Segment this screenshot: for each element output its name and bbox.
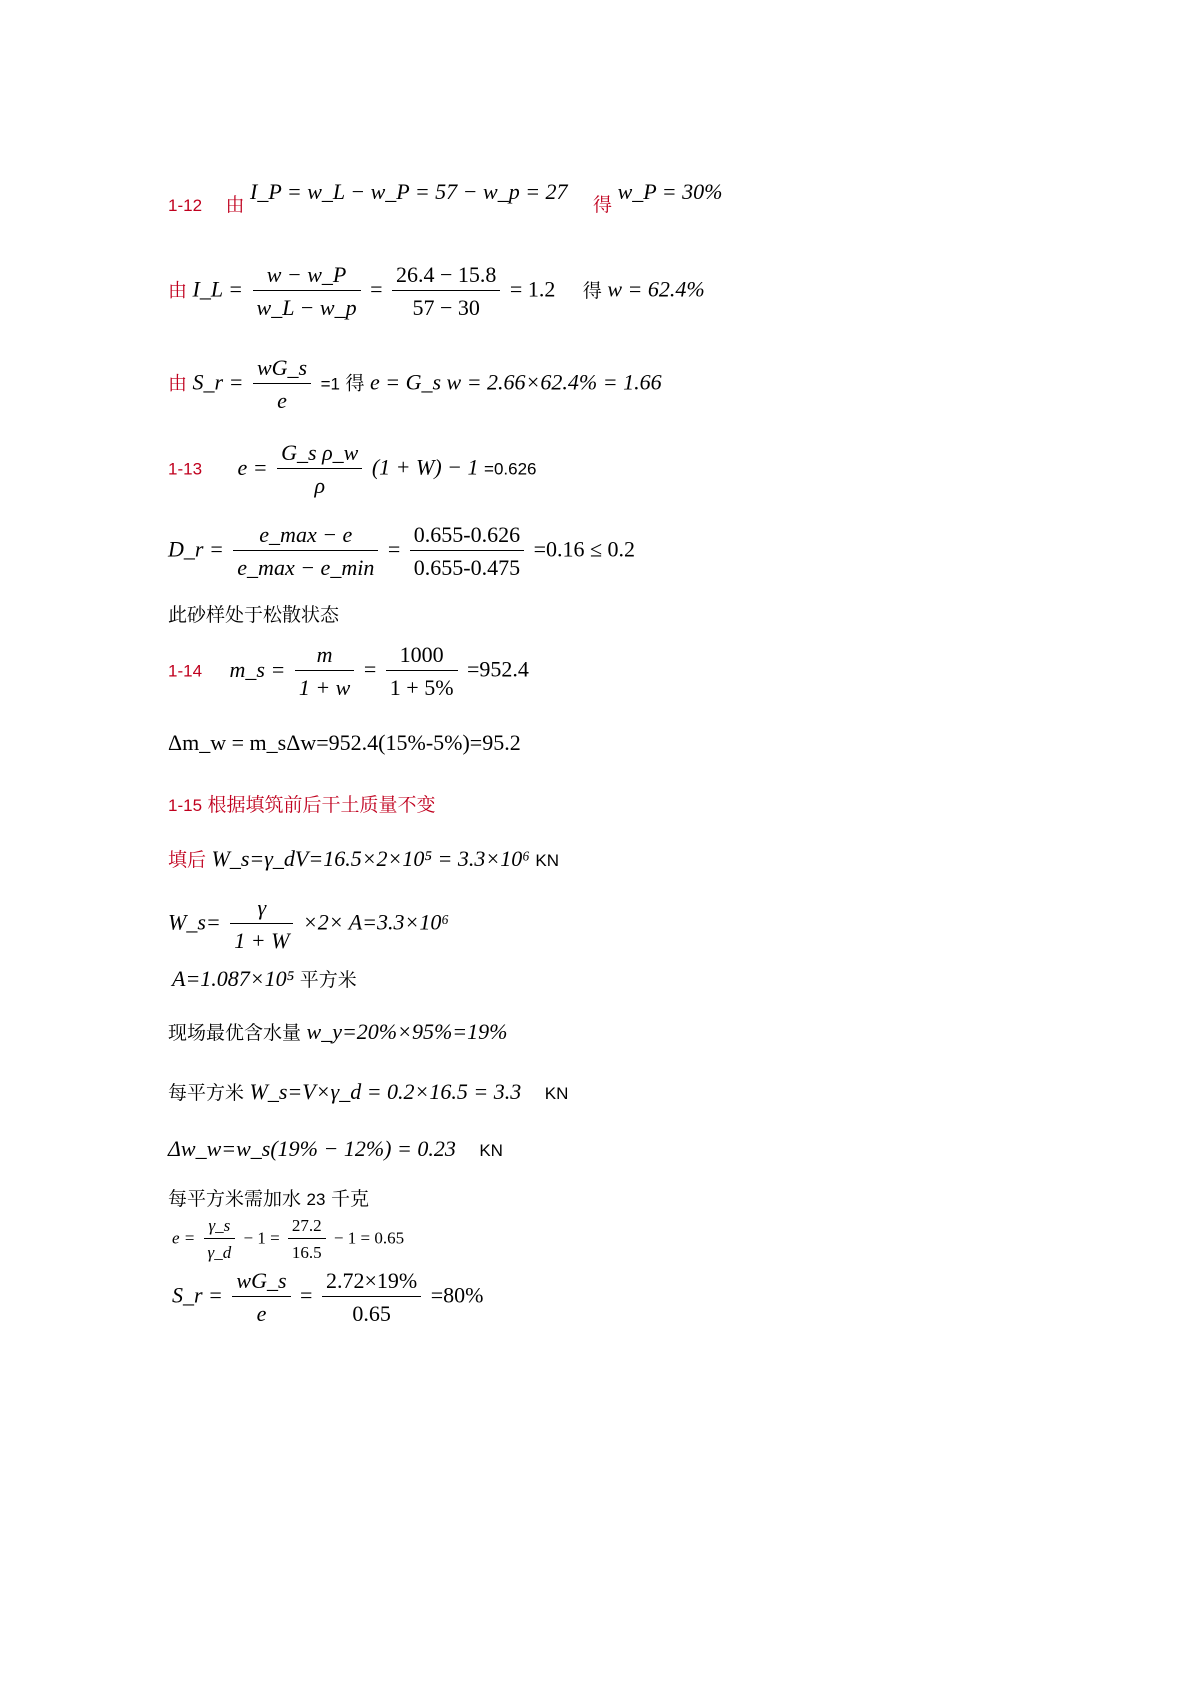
e-lhs: e = — [237, 454, 268, 480]
sr-lhs: S_r = — [172, 1282, 223, 1308]
denominator: 1 + w — [298, 675, 351, 700]
numerator: 1000 — [386, 642, 458, 671]
fraction-sr — [253, 355, 311, 414]
heading-text: 根据填筑前后干土质量不变 — [207, 794, 436, 816]
sr-lhs: S_r = — [192, 369, 244, 395]
numerator: G_s ρ_w — [277, 440, 362, 469]
eq-ws — [168, 895, 449, 954]
numerator: 2.72×19% — [322, 1268, 421, 1297]
de-text: 得 — [582, 279, 602, 302]
optimal-prefix: 现场最优含水量 — [168, 1022, 302, 1044]
denominator: w_L − w_p — [256, 295, 357, 320]
e-result: − 1 = 0.65 — [333, 1228, 405, 1248]
denominator: e — [277, 388, 287, 413]
fill-prefix: 填后 — [168, 849, 207, 871]
fraction-il-symbolic — [253, 262, 361, 321]
denominator: 1 + 5% — [389, 675, 454, 700]
unit: 平方米 — [299, 969, 357, 991]
you-text: 由 — [168, 372, 188, 395]
ws-rest: ×2× A=3.3×10⁶ — [302, 909, 449, 935]
problem-number: 1-15 — [168, 796, 203, 815]
eq-delta-ww — [168, 1136, 503, 1162]
eq-delta-mw: Δm_w = m_sΔw=952.4(15%-5%)=95.2 — [168, 730, 521, 755]
fraction-gamma — [204, 1216, 236, 1263]
denominator: 16.5 — [291, 1243, 322, 1262]
wp-result: w_P = 30% — [617, 179, 723, 204]
unit: KN — [479, 1141, 503, 1160]
ws-lhs: W_s= — [168, 909, 221, 935]
ms-lhs: m_s = — [229, 656, 286, 682]
denominator: 0.655-0.475 — [413, 555, 521, 580]
unit: KN — [535, 851, 560, 870]
numerator: w − w_P — [253, 262, 361, 291]
numerator: 26.4 − 15.8 — [392, 262, 500, 291]
mid: − 1 = — [243, 1228, 280, 1248]
dr-lhs: D_r = — [168, 536, 224, 562]
fraction-dr-numeric — [410, 522, 524, 581]
fraction-numeric — [288, 1216, 326, 1263]
fraction-sr-numeric — [322, 1268, 421, 1327]
area-equation: A=1.087×10⁵ — [172, 966, 295, 991]
e-rest: (1 + W) − 1 — [371, 454, 479, 480]
de-text: 得 — [345, 372, 365, 395]
eq-dr: D_r = $\frac{e\_\max - e}{e\_\max - e\_\min}$ = $\frac{0.655-0.626}{0.655-0.475}$ =0.16 ≤ 0.2 — [168, 522, 636, 580]
per-equation: W_s=V×γ_d = 0.2×16.5 = 3.3 — [249, 1079, 522, 1104]
denominator: 0.65 — [352, 1301, 391, 1326]
you-text: 由 — [168, 279, 188, 302]
eq-area — [172, 965, 357, 992]
problem-number: 1-13 — [168, 459, 203, 479]
eq-1-12 — [168, 179, 723, 217]
eq-per-sqm — [168, 1078, 568, 1105]
numerator: γ — [230, 895, 293, 924]
fraction-e — [277, 440, 362, 499]
il-lhs: I_L = — [192, 276, 244, 302]
unit: KN — [544, 1084, 569, 1103]
numerator: wG_s — [253, 355, 311, 384]
numerator: γ_s — [204, 1216, 236, 1239]
ip-equation: I_P = w_L − w_P = 57 − w_p = 27 — [250, 179, 568, 204]
dr-result: =0.16 ≤ 0.2 — [533, 536, 636, 562]
delta-ww-equation: Δw_w=w_s(19% − 12%) = 0.23 — [168, 1136, 456, 1161]
problem-number: 1-12 — [168, 196, 203, 215]
fill-equation: W_s=γ_dV=16.5×2×10⁵ = 3.3×10⁶ — [211, 846, 530, 871]
numerator: wG_s — [232, 1268, 290, 1297]
text-b: 千克 — [330, 1188, 369, 1210]
e-result: e = G_s w = 2.66×62.4% = 1.66 — [369, 369, 662, 395]
eq-e-void — [172, 1216, 404, 1263]
eq-sr-final: S_r = $\frac{wG\_s}{e}$ = $\frac{2.72\times 19\%}{0.65}$ =80% — [172, 1268, 484, 1326]
fraction-il-numeric — [392, 262, 500, 321]
eq-fill — [168, 845, 559, 872]
water-needed-text — [168, 1184, 369, 1211]
ms-result: =952.4 — [467, 656, 529, 682]
problem-number: 1-14 — [168, 661, 203, 681]
text-a: 每平方米需加水 — [168, 1188, 302, 1210]
per-prefix: 每平方米 — [168, 1082, 245, 1104]
fraction-dr-symbolic — [233, 522, 378, 581]
denominator: ρ — [314, 473, 326, 498]
fraction-sr-symbolic — [232, 1268, 290, 1327]
eq-optimal — [168, 1018, 507, 1045]
eq-one: =1 — [320, 374, 340, 394]
sand-state-text: 此砂样处于松散状态 — [168, 604, 340, 626]
e-value: =0.626 — [484, 459, 537, 479]
w-result: w = 62.4% — [607, 276, 705, 302]
fraction-ms-symbolic — [295, 642, 355, 701]
heading-1-15 — [168, 790, 436, 817]
optimal-equation: w_y=20%×95%=19% — [306, 1019, 508, 1044]
denominator: 57 − 30 — [412, 295, 480, 320]
numerator: m — [295, 642, 355, 671]
eq-il: 由 I_L = $\frac{w - w\_P}{w\_L - w\_p}$ = $\frac{26.4 - 15.8}{57 - 30}$ = 1.2 得 w = 62.4% — [168, 262, 705, 320]
you-text: 由 — [225, 194, 245, 216]
denominator: e_max − e_min — [237, 555, 375, 580]
numerator: 27.2 — [288, 1216, 326, 1239]
value: 23 — [306, 1190, 326, 1209]
denominator: 1 + W — [234, 928, 290, 953]
fraction-ms-numeric — [386, 642, 458, 701]
denominator: e — [256, 1301, 267, 1326]
numerator: 0.655-0.626 — [410, 522, 524, 551]
fraction-ws — [230, 895, 293, 954]
de-text: 得 — [593, 194, 613, 216]
eq-1-13 — [168, 440, 537, 499]
sr-result: =80% — [430, 1282, 484, 1308]
eq-sr — [168, 355, 662, 414]
numerator: e_max − e — [233, 522, 378, 551]
denominator: γ_d — [207, 1243, 232, 1262]
il-value: = 1.2 — [509, 276, 556, 302]
e-lhs: e = — [172, 1228, 196, 1248]
eq-1-14: 1-14 m_s = $\frac{m}{1 + w}$ = $\frac{1000}{1 + 5\%}$ =952.4 — [168, 642, 529, 700]
